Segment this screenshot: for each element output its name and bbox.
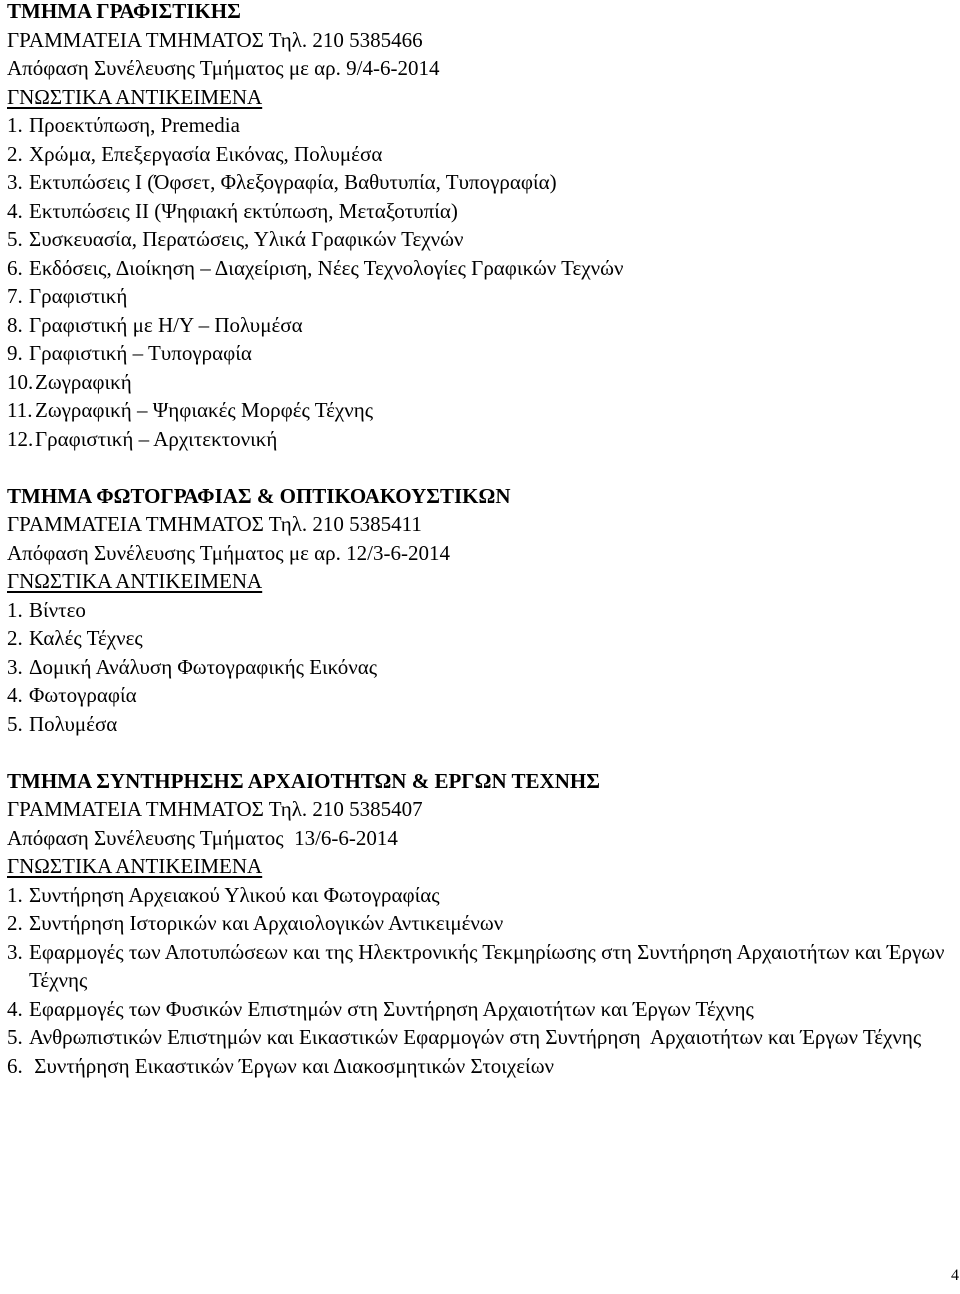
list-item [7, 881, 952, 910]
item-number: 2. [7, 626, 23, 650]
list-item [7, 624, 952, 653]
list-item [7, 368, 952, 397]
item-text: Γραφιστική με Η/Υ – Πολυμέσα [29, 312, 303, 337]
item-number: 12. [7, 426, 34, 451]
item-number: 4. [7, 996, 23, 1021]
item-text: Προεκτύπωση, Premedia [29, 113, 240, 137]
item-number: 8. [7, 312, 23, 337]
item-number: 6. [7, 255, 23, 280]
subjects-list [7, 596, 952, 739]
item-text: Εκτυπώσεις Ι (Όφσετ, Φλεξογραφία, Βαθυτυπία, Τυπογραφία) [29, 170, 557, 194]
item-number: 1. [7, 882, 23, 907]
list-item [7, 339, 952, 368]
section-conservation [7, 767, 952, 1081]
list-item [7, 1052, 952, 1081]
item-number: 11. [7, 398, 33, 422]
list-item [7, 111, 952, 140]
secretariat-line: ΓΡΑΜΜΑΤΕΙΑ ΤΜΗΜΑΤΟΣ Τηλ. 210 5385411 [7, 512, 422, 536]
list-item [7, 909, 952, 938]
item-number: 5. [7, 227, 23, 251]
list-item [7, 425, 952, 454]
list-item [7, 938, 952, 995]
item-number: 3. [7, 170, 23, 194]
list-item [7, 596, 952, 625]
item-number: 1. [7, 597, 23, 622]
list-item [7, 653, 952, 682]
list-item [7, 311, 952, 340]
item-text: Γραφιστική – Αρχιτεκτονική [35, 426, 278, 451]
item-text: Εκδόσεις, Διοίκηση – Διαχείριση, Νέες Τεχνολογίες Γραφικών Τεχνών [29, 255, 624, 280]
item-number: 10. [7, 369, 34, 394]
subjects-heading: ΓΝΩΣΤΙΚΑ ΑΝΤΙΚΕΙΜΕΝΑ [7, 569, 263, 593]
item-number: 1. [7, 113, 23, 137]
decision-line: Απόφαση Συνέλευσης Τμήματος με αρ. 9/4-6-2014 [7, 56, 440, 80]
section-title: ΤΜΗΜΑ ΣΥΝΤΗΡΗΣΗΣ ΑΡΧΑΙΟΤΗΤΩΝ & ΕΡΓΩΝ ΤΕΧΝΗΣ [7, 768, 600, 793]
secretariat-line: ΓΡΑΜΜΑΤΕΙΑ ΤΜΗΜΑΤΟΣ Τηλ. 210 5385466 [7, 27, 423, 52]
item-text: Εφαρμογές των Φυσικών Επιστημών στη Συντήρηση Αρχαιοτήτων και Έργων Τέχνης [29, 996, 754, 1021]
item-text: Συντήρηση Ιστορικών και Αρχαιολογικών Αντικειμένων [29, 911, 504, 935]
subjects-heading: ΓΝΩΣΤΙΚΑ ΑΝΤΙΚΕΙΜΕΝΑ [7, 84, 263, 109]
item-text: Συσκευασία, Περατώσεις, Υλικά Γραφικών Τεχνών [29, 227, 464, 251]
item-text: Δομική Ανάλυση Φωτογραφικής Εικόνας [29, 654, 378, 679]
decision-line: Απόφαση Συνέλευσης Τμήματος με αρ. 12/3-6-2014 [7, 540, 450, 565]
section-graphic-design [7, 0, 952, 453]
item-text: Βίντεο [29, 597, 86, 622]
item-number: 2. [7, 911, 23, 935]
item-text: Συντήρηση Αρχειακού Υλικού και Φωτογραφίας [29, 882, 440, 907]
item-text: Ζωγραφική [35, 369, 132, 394]
section-title: ΤΜΗΜΑ ΓΡΑΦΙΣΤΙΚΗΣ [7, 0, 241, 23]
section-photography [7, 482, 952, 739]
list-item [7, 254, 952, 283]
item-number: 3. [7, 939, 23, 964]
section-title: ΤΜΗΜΑ ΦΩΤΟΓΡΑΦΙΑΣ & ΟΠΤΙΚΟΑΚΟΥΣΤΙΚΩΝ [7, 483, 511, 508]
subjects-heading: ΓΝΩΣΤΙΚΑ ΑΝΤΙΚΕΙΜΕΝΑ [7, 854, 263, 878]
document-page [7, 0, 952, 1080]
item-text: Γραφιστική [29, 284, 128, 308]
item-number: 4. [7, 198, 23, 223]
item-text: Χρώμα, Επεξεργασία Εικόνας, Πολυμέσα [29, 141, 383, 166]
item-text: Πολυμέσα [29, 711, 118, 736]
decision-line: Απόφαση Συνέλευσης Τμήματος 13/6-6-2014 [7, 825, 398, 850]
list-item [7, 995, 952, 1024]
subjects-list [7, 881, 952, 1081]
list-item [7, 282, 952, 311]
item-number: 5. [7, 711, 23, 736]
list-item [7, 681, 952, 710]
section-spacer [7, 738, 952, 767]
item-text: Ανθρωπιστικών Επιστημών και Εικαστικών Εφαρμογών στη Συντήρηση Αρχαιοτήτων και Έργων Τέχνης [29, 1025, 922, 1049]
item-number: 3. [7, 654, 23, 679]
item-text: Γραφιστική – Τυπογραφία [29, 341, 252, 365]
list-item [7, 710, 952, 739]
item-number: 4. [7, 683, 23, 707]
list-item [7, 197, 952, 226]
item-text: Εφαρμογές των Αποτυπώσεων και της Ηλεκτρονικής Τεκμηρίωσης στη Συντήρηση Αρχαιοτήτων και Έργων Τέχνης [29, 939, 945, 992]
item-text: Ζωγραφική – Ψηφιακές Μορφές Τέχνης [35, 398, 374, 422]
item-number: 5. [7, 1025, 23, 1049]
subjects-list [7, 111, 952, 453]
item-number: 7. [7, 284, 23, 308]
item-text: Φωτογραφία [29, 683, 137, 707]
list-item [7, 1023, 952, 1052]
item-text: Συντήρηση Εικαστικών Έργων και Διακοσμητικών Στοιχείων [29, 1053, 555, 1078]
item-number: 2. [7, 141, 23, 166]
secretariat-line: ΓΡΑΜΜΑΤΕΙΑ ΤΜΗΜΑΤΟΣ Τηλ. 210 5385407 [7, 797, 423, 821]
list-item [7, 225, 952, 254]
page-number: 4 [951, 1267, 959, 1284]
section-spacer [7, 453, 952, 482]
item-text: Καλές Τέχνες [29, 626, 143, 650]
item-text: Εκτυπώσεις ΙΙ (Ψηφιακή εκτύπωση, Μεταξοτυπία) [29, 198, 458, 223]
item-number: 9. [7, 341, 23, 365]
list-item [7, 396, 952, 425]
list-item [7, 140, 952, 169]
list-item [7, 168, 952, 197]
item-number: 6. [7, 1053, 23, 1078]
